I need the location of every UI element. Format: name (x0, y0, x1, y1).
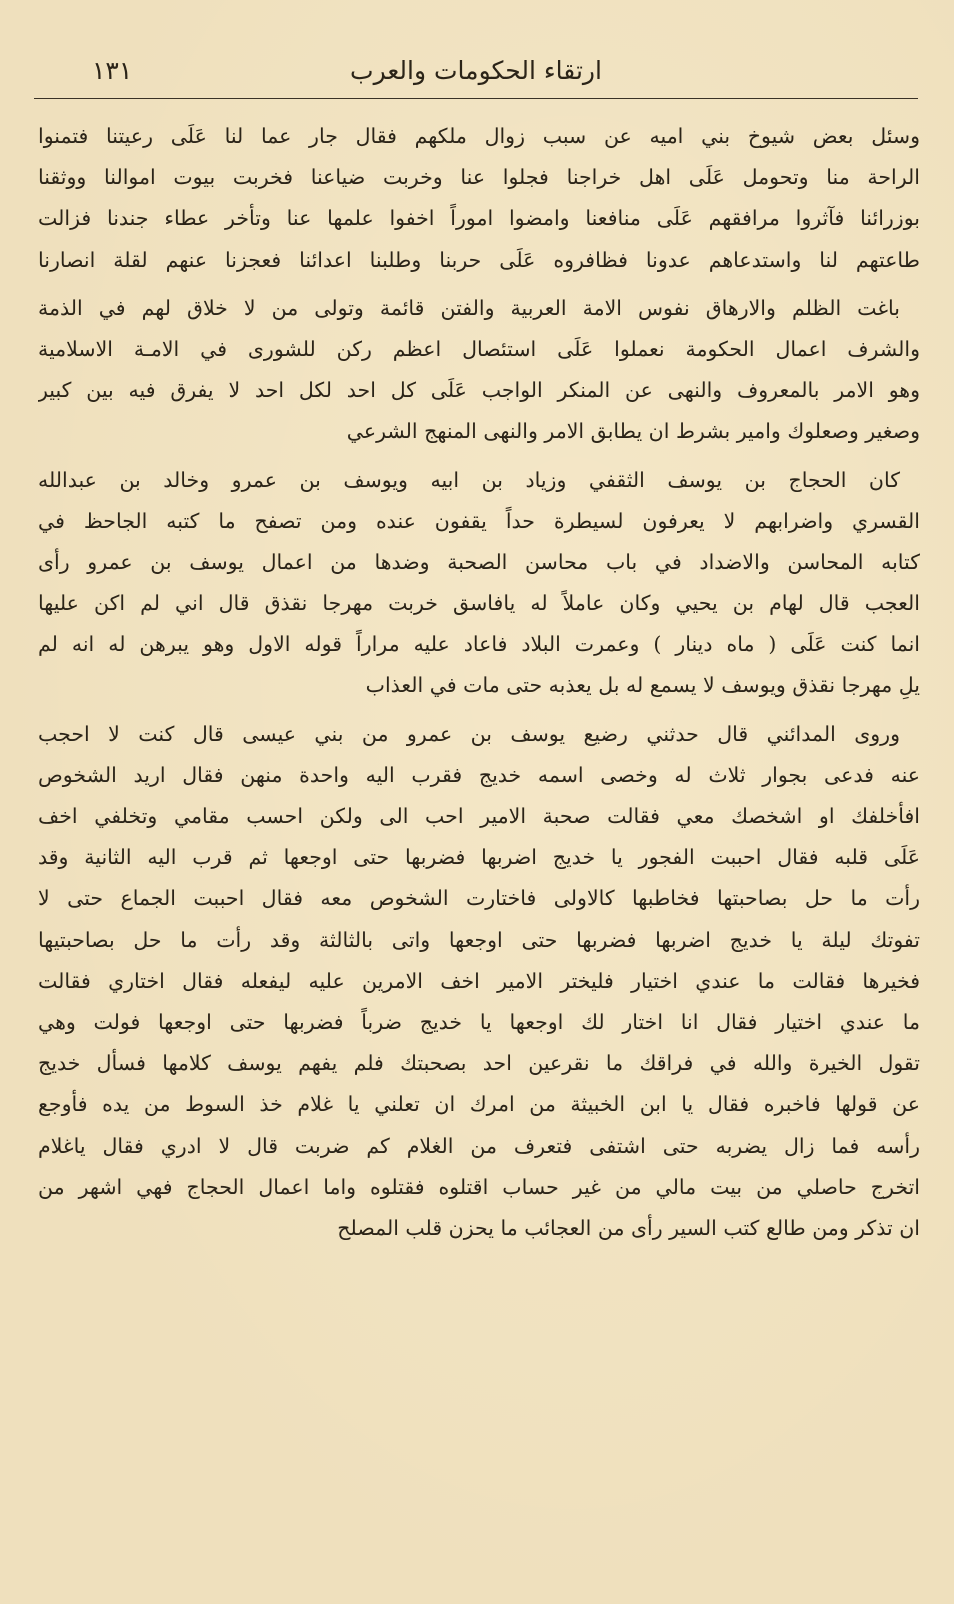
text-line: رأسه فما زال يضربه حتى اشتفى فتعرف من الغلام كم ضربت قال لا ادري فقال ياغلام (38, 1133, 920, 1158)
paragraph-gap (38, 707, 920, 714)
text-line: عنه فدعى بجوار ثلاث له وخصى اسمه خديج فقرب اليه واحدة منهن فقال اريد الشخوص (38, 762, 920, 787)
text-line: ما عندي اختيار فقال انا اختار لك اوجعها يا خديج ضرباً فضربها حتى اوجعها فولت وهي (38, 1009, 920, 1034)
text-line: يلِ مهرجا نقذق ويوسف لا يسمع له بل يعذبه حتى مات في العذاب (365, 673, 920, 698)
text-line: اتخرج حاصلي من بيت مالي من غير حساب اقتلوه فقتلوه واما اعمال الحجاج فهي اشهر من (38, 1174, 920, 1199)
text-line: وروى المدائني قال حدثني رضيع يوسف بن عمرو من بني عيسى قال كنت لا احجب (38, 721, 900, 746)
text-line: كتابه المحاسن والاضداد في باب محاسن الصحبة وضدها من اعمال يوسف بن عمرو رأى (38, 549, 920, 574)
page-number: ١٣١ (92, 56, 133, 85)
text-line: وهو الامر بالمعروف والنهى عن المنكر الواجب عَلَى كل احد لكل احد لا يفرق فيه بين كبير (38, 378, 920, 403)
text-line: العجب قال لهام بن يحيي وكان عاملاً له يافاسق خربت مهرجا نقذق قال اني لم اكن عليها (38, 591, 920, 616)
text-line: باغت الظلم والارهاق نفوس الامة العربية والفتن قائمة وتولى من لا خلاق لهم في الذمة (38, 295, 900, 320)
paragraph-2 (38, 288, 920, 453)
text-line: طاعتهم لنا واستدعاهم عدونا فظافروه عَلَى حربنا وطلبنا اعدائنا فعجزنا عنهم لقلة انصارنا (38, 247, 920, 272)
text-line: وصغير وصعلوك وامير بشرط ان يطابق الامر والنهى المنهج الشرعي (346, 419, 920, 444)
text-line: رأت ما حل بصاحبتها فخاطبها كالاولى فاختارت الشخوص معه فقال احببت الجماع حتى لا (38, 886, 920, 911)
text-line: كان الحجاج بن يوسف الثقفي وزياد بن ابيه ويوسف بن عمرو وخالد بن عبدالله (38, 467, 900, 492)
paragraph-4 (38, 714, 920, 1249)
text-line: ان تذكر ومن طالع كتب السير رأى من العجائب ما يحزن قلب المصلح (337, 1215, 920, 1240)
text-line: عن قولها فاخبره فقال يا ابن الخبيثة من امرك ان تعلني يا غلام خذ السوط من يده فأوجع (38, 1092, 920, 1117)
running-title: ارتقاء الحكومات والعرب (350, 56, 602, 85)
text-line: انما كنت عَلَى ( ماه دينار ) وعمرت البلاد فاعاد عليه مراراً قوله الاول وهو يبرهن له انه لم (38, 632, 920, 657)
text-line: القسري واضرابهم لا يعرفون لسيطرة حداً يقفون عنده ومن تصفح ما كتبه الجاحظ في (38, 508, 920, 533)
text-line: بوزرائنا فآثروا مرافقهم عَلَى منافعنا وامضوا اموراً اخفوا علمها عنا وتأخر عطاء جندنا فزالت (38, 206, 920, 231)
text-line: عَلَى قلبه فقال احببت الفجور يا خديج اضربها فضربها حتى اوجعها ثم قرب اليه الثانية وقد (38, 845, 920, 870)
paragraph-1 (38, 116, 920, 281)
text-line: افأخلفك او اشخصك معي فقالت صحبة الامير احب الى ولكن احسب مقامي وتخلفي اخف (38, 804, 920, 828)
text-line: فخيرها فقالت ما عندي اختيار فليختر الامير اخف الامرين عليه ليفعله فقال اختاري فقالت (38, 968, 920, 993)
text-line: الراحة منا وتحومل عَلَى اهل خراجنا فجلوا عنا وخربت ضياعنا فخربت بيوت اموالنا ووثقنا (38, 165, 920, 190)
text-line: تفوتك ليلة يا خديج اضربها فضربها حتى اوجعها واتى بالثالثة وقد رأت ما حل بصاحبتيها (38, 927, 920, 952)
text-line: وسئل بعض شيوخ بني اميه عن سبب زوال ملكهم فقال جار عما لنا عَلَى رعيتنا فتمنوا (38, 124, 920, 148)
paragraph-3 (38, 460, 920, 707)
body-text (38, 116, 920, 1249)
text-line: والشرف اعمال الحكومة نعملوا عَلَى استئصال اعظم ركن للشورى في الامـة الاسلامية (38, 336, 920, 361)
page-header (34, 52, 918, 99)
text-line: تقول الخيرة والله في فراقك ما نقرعين احد بصحبتك فلم يفهم يوسف كلامها فسأل خديج (38, 1051, 920, 1076)
paragraph-gap (38, 281, 920, 288)
paragraph-gap (38, 453, 920, 460)
